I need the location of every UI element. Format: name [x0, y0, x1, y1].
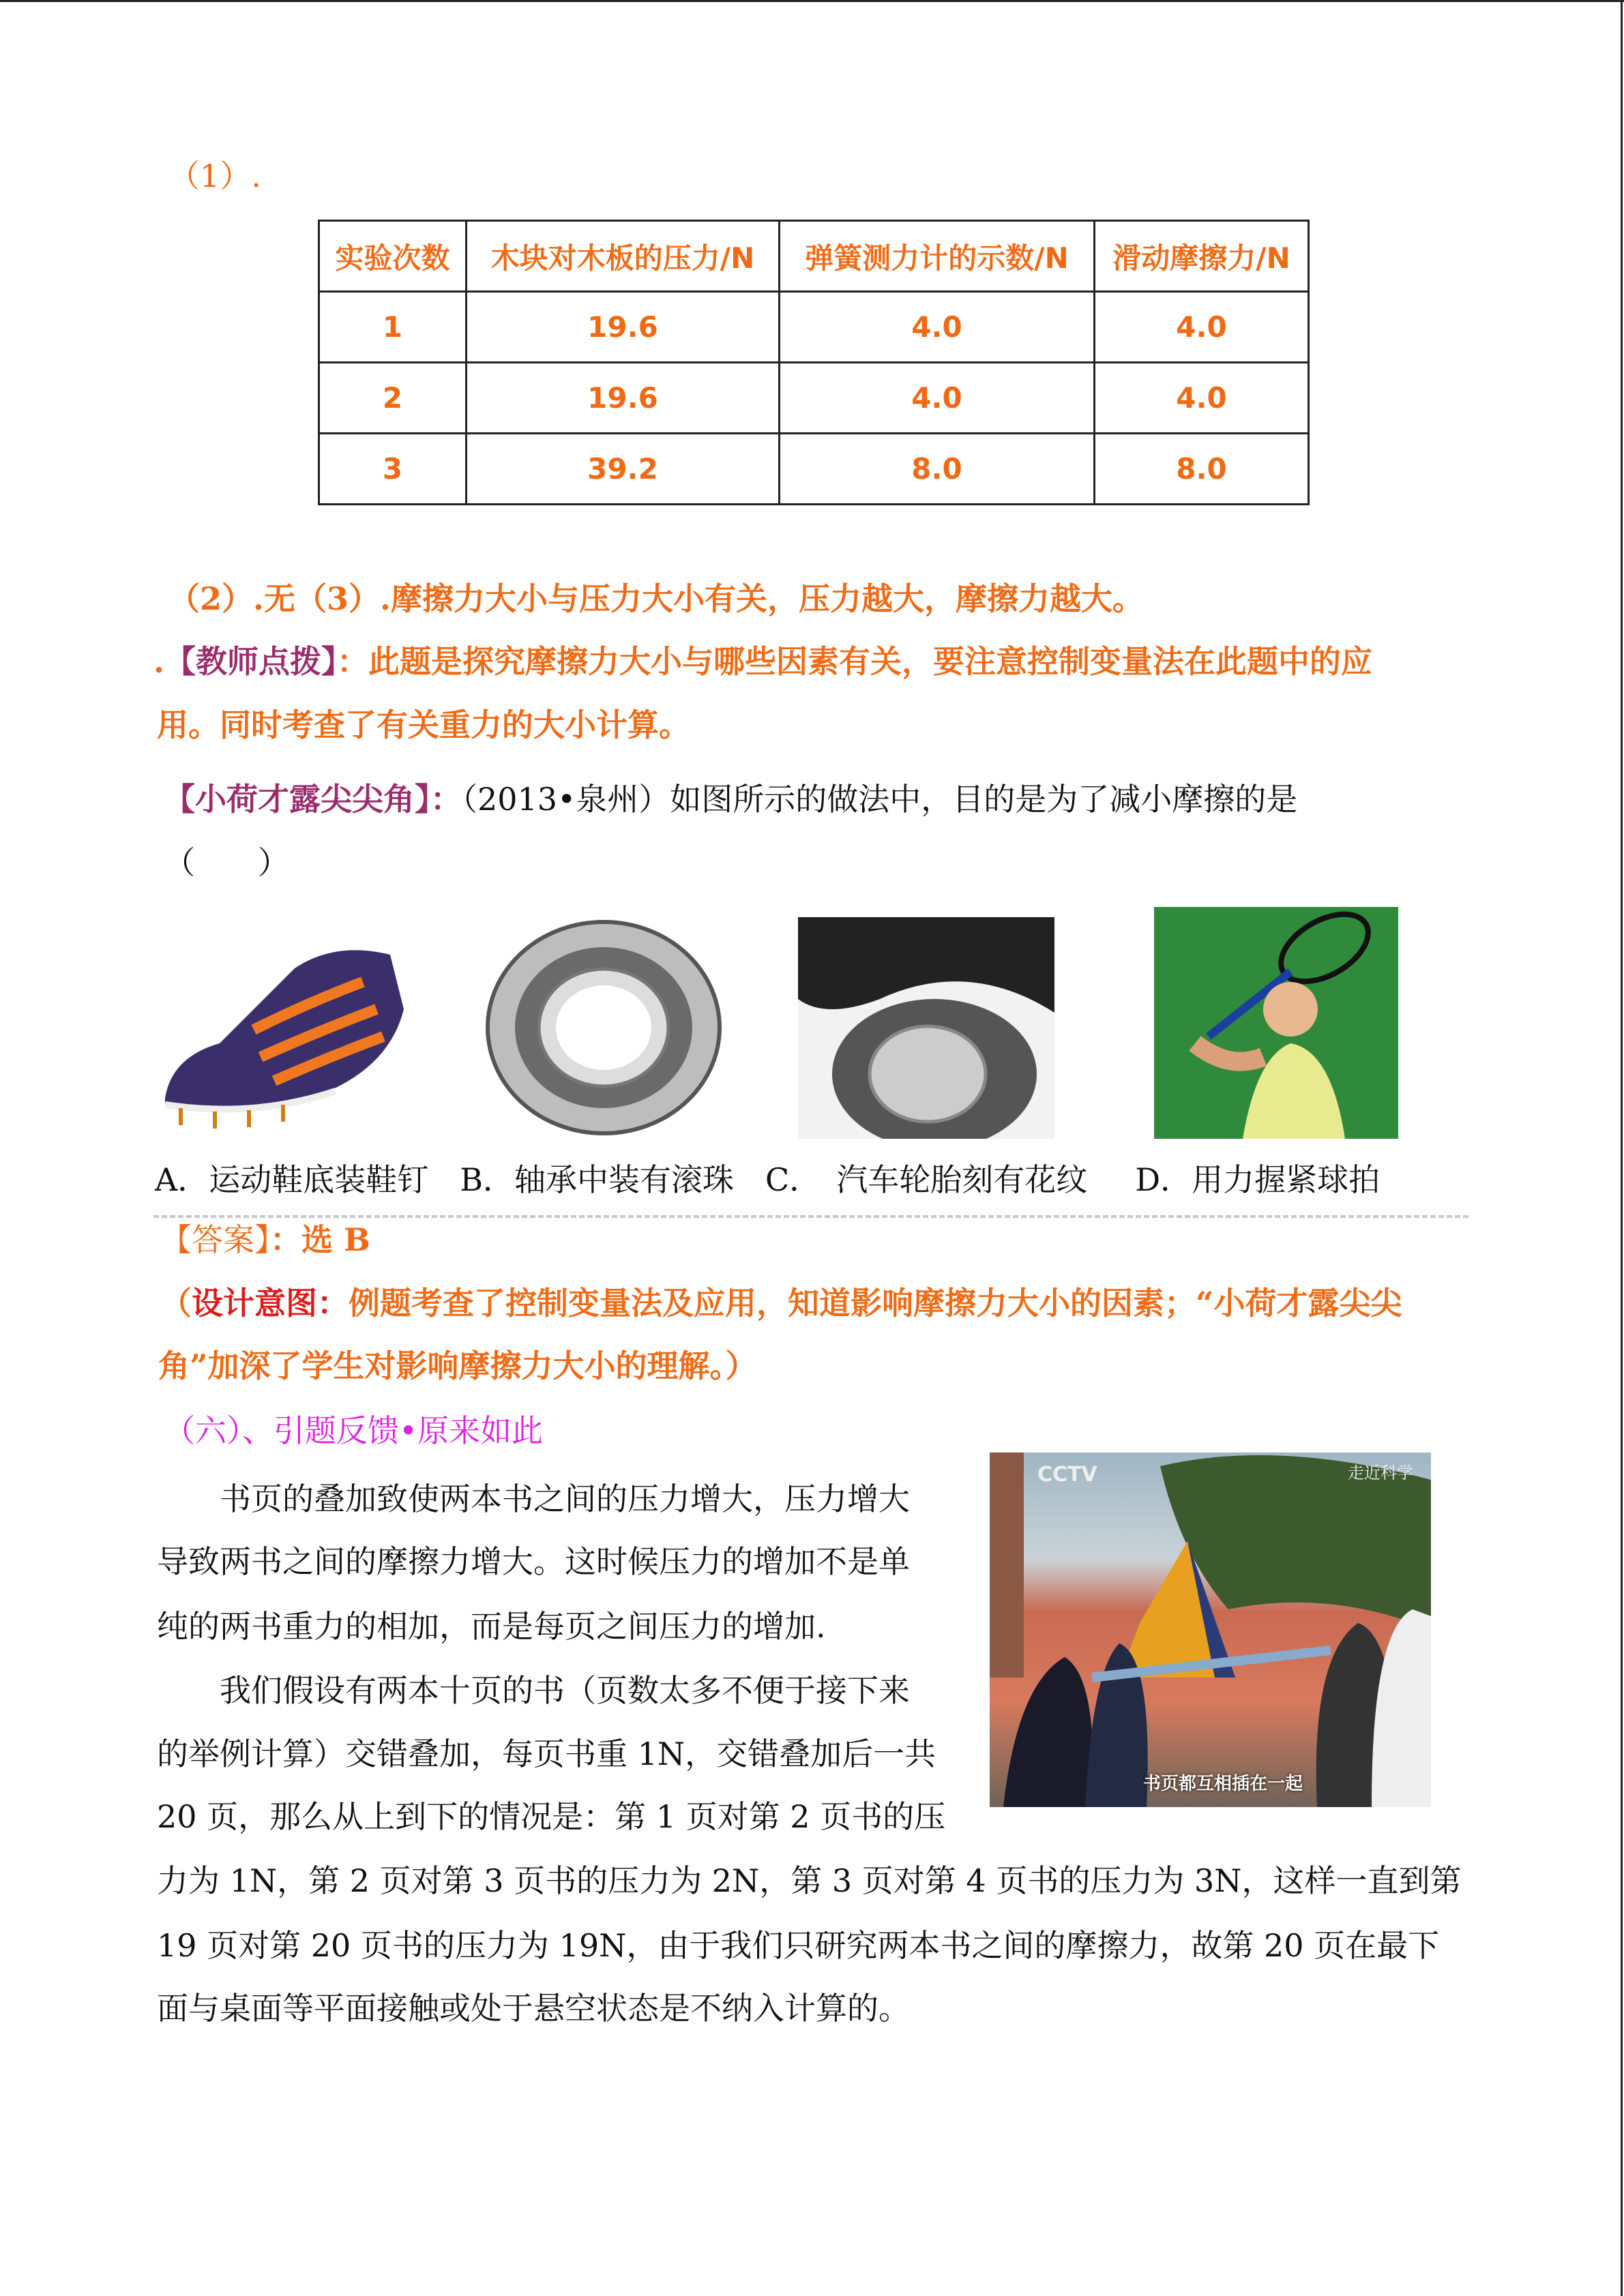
dashed-divider: [153, 1215, 1468, 1218]
challenge-question: [164, 780, 1297, 818]
answer-line: （2）.无（3）.摩擦力大小与压力大小有关，压力越大，摩擦力越大。: [168, 580, 1145, 617]
program-logo: 走近科学: [1348, 1463, 1413, 1482]
cctv-logo: CCTV: [1037, 1463, 1097, 1487]
paragraph-line: 20 页，那么从上到下的情况是：第 1 页对第 2 页书的压: [157, 1798, 946, 1835]
page-right-border: [1621, 0, 1623, 2296]
paragraph-line: 力为 1N，第 2 页对第 3 页书的压力为 2N，第 3 页对第 4 页书的压力为 3N，这样一直到第: [157, 1862, 1462, 1899]
challenge-colon: ：: [430, 781, 462, 818]
challenge-text: （2013•泉州）如图所示的做法中，目的是为了减小摩擦的是: [462, 781, 1298, 818]
option-c: C． 汽车轮胎刻有花纹: [765, 1161, 1088, 1198]
header-cell: 弹簧测力计的示数/N: [780, 221, 1095, 292]
paragraph-line: 书页的叠加致使两本书之间的压力增大，压力增大: [157, 1480, 910, 1517]
table-cell: 2: [319, 363, 467, 434]
ball-bearing-image: [480, 917, 728, 1139]
tennis-player-image: [1154, 907, 1398, 1139]
design-intent-line2: 角”加深了学生对影响摩擦力大小的理解。）: [158, 1347, 757, 1384]
paragraph-line: 19 页对第 20 页书的压力为 19N，由于我们只研究两本书之间的摩擦力，故第 20 页在最下: [157, 1927, 1440, 1964]
experiment-table: [318, 220, 1310, 505]
table-cell: 39.2: [467, 434, 780, 505]
teacher-tip-label: 【教师点拨】: [164, 643, 338, 680]
tug-of-war-photo: [990, 1452, 1431, 1807]
paragraph-line: 面与桌面等平面接触或处于悬空状态是不纳入计算的。: [157, 1990, 910, 2027]
design-intent: [160, 1284, 1402, 1322]
table-cell: 19.6: [467, 292, 780, 363]
answer-text: ：选 B: [270, 1221, 370, 1258]
table-cell: 3: [319, 434, 467, 505]
table-cell: 4.0: [780, 292, 1095, 363]
paragraph-line: 我们假设有两本十页的书（页数太多不便于接下来: [157, 1672, 910, 1709]
options-row: [155, 1161, 1380, 1199]
teacher-tip: [153, 642, 1372, 681]
table-cell: 4.0: [780, 363, 1095, 434]
teacher-tip-prefix: .: [153, 643, 165, 680]
teacher-tip-line2: 用。同时考查了有关重力的大小计算。: [157, 706, 690, 743]
spiked-shoe-image: [158, 927, 410, 1139]
table-row: [319, 292, 1309, 363]
option-b: B．轴承中装有滚珠: [460, 1161, 735, 1198]
answer-label: 【答案】: [160, 1221, 270, 1258]
paragraph-line: 纯的两书重力的相加，而是每页之间压力的增加.: [157, 1608, 826, 1645]
table-cell: 19.6: [467, 363, 780, 434]
table-cell: 4.0: [1095, 292, 1309, 363]
option-a: A．运动鞋底装鞋钉: [155, 1161, 429, 1198]
photo-caption: 书页都互相插在一起: [1143, 1774, 1303, 1794]
table-cell: 8.0: [780, 434, 1095, 505]
table-cell: 8.0: [1095, 434, 1309, 505]
header-cell: 滑动摩擦力/N: [1095, 221, 1309, 292]
header-cell: 木块对木板的压力/N: [467, 221, 780, 292]
table-cell: 4.0: [1095, 363, 1309, 434]
table-row: [319, 363, 1309, 434]
paragraph-line: 的举例计算）交错叠加，每页书重 1N，交错叠加后一共: [157, 1735, 936, 1772]
table-cell: 1: [319, 292, 467, 363]
table-header-row: [319, 221, 1309, 292]
paragraph-line: 导致两书之间的摩擦力增大。这时候压力的增加不是单: [157, 1543, 910, 1580]
design-text: 例题考查了控制变量法及应用，知道影响摩擦力大小的因素；“小荷才露尖尖: [349, 1285, 1402, 1322]
part1-label: （1）.: [168, 158, 261, 194]
teacher-tip-text: ：此题是探究摩擦力大小与哪些因素有关，要注意控制变量法在此题中的应: [337, 643, 1373, 680]
table-row: [319, 434, 1309, 505]
challenge-label: 【小荷才露尖尖角】: [164, 781, 430, 818]
design-open: （: [160, 1285, 192, 1322]
car-tire-image: [798, 917, 1054, 1139]
page-top-border: [0, 0, 1624, 2]
design-label: 设计意图：: [192, 1285, 349, 1322]
section6-title: （六）、引题反馈•原来如此: [164, 1412, 544, 1449]
header-cell: 实验次数: [319, 221, 467, 292]
option-d: D．用力握紧球拍: [1135, 1161, 1381, 1198]
answer-blank: （ ）: [164, 844, 289, 881]
answer: [160, 1221, 370, 1259]
